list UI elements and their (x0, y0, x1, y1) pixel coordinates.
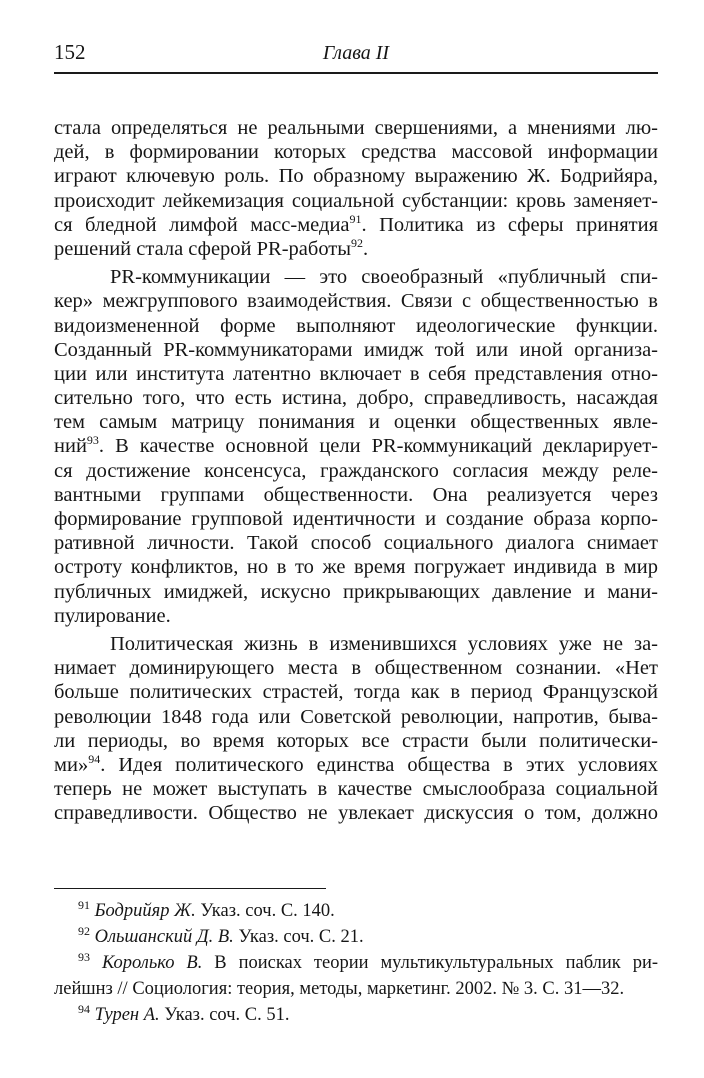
text-line: дей, в формировании которых средства массовой информации (54, 141, 658, 164)
footnote-text: Указ. соч. С. 21. (233, 927, 364, 947)
text-line: больше политических страстей, тогда как в период Французской (54, 681, 658, 704)
text-line: видоизмененной форме выполняют идеологические функции. (54, 314, 658, 337)
footnote-author: Бодрийяр Ж. (94, 901, 196, 921)
text-line (54, 213, 658, 237)
footnote-number: 92 (78, 923, 90, 938)
chapter-title: Глава II (322, 42, 390, 64)
footnote-ref: 92 (351, 236, 364, 251)
footnote-author: Королько В. (101, 953, 203, 973)
footnote-number: 94 (78, 1001, 90, 1016)
running-head (54, 40, 658, 74)
text-line: стала определяться не реальными свершениями, а мнениями лю- (54, 117, 658, 139)
footnote-author: Ольшанский Д. В. (94, 927, 234, 947)
footnote-ref: 93 (86, 433, 99, 448)
text-line: кер» межгруппового взаимодействия. Связи с общественностью в (54, 290, 658, 313)
header-rule (54, 72, 658, 74)
text-line: ративной личности. Такой способ социального диалога снимает (54, 532, 658, 555)
text-line: Созданный PR-коммуникаторами имидж той или иной организа- (54, 338, 658, 361)
text-span: ний (54, 435, 87, 458)
footnote-text: Указ. соч. С. 140. (195, 901, 335, 921)
footnote-author: Турен А. (94, 1005, 160, 1025)
body-text (54, 116, 658, 825)
page-number: 152 (54, 40, 86, 64)
text-line: происходит лейкемизация социальной субстанции: кровь заменяет- (54, 189, 658, 212)
footnote (54, 898, 658, 924)
text-line (54, 237, 658, 261)
text-line: вантными группами общественности. Она реализуется через (54, 483, 658, 506)
footnote (54, 950, 658, 976)
text-line: тем самым матрицу понимания и оценки общественных явле- (54, 411, 658, 434)
text-line: ся достижение консенсуса, гражданского согласия между реле- (54, 459, 658, 482)
text-line: революции 1848 года или Советской революции, напротив, быва- (54, 705, 658, 728)
text-line: нимает доминирующего места в общественном сознании. «Нет (54, 657, 658, 680)
footnote-number: 91 (78, 897, 90, 912)
text-line: остроту конфликтов, но в то же время погружает индивида в мир (54, 556, 658, 579)
footnote-separator (54, 888, 326, 889)
text-span: . В качестве основной цели PR-коммуникаций декларирует- (98, 435, 658, 458)
text-span: . Идея политического единства общества в этих условиях (100, 753, 658, 776)
footnote (54, 924, 658, 950)
footnote-number: 93 (78, 949, 90, 964)
footnote-text: В поисках теории мультикультуральных паблик ри- (202, 953, 659, 973)
text-line: теперь не может выступать в качестве смыслообраза социальной (54, 778, 658, 801)
text-line: ции или института латентно включает в себя представления отно- (54, 362, 658, 385)
paragraph (54, 265, 658, 628)
text-line: Политическая жизнь в изменившихся условиях уже не за- (110, 632, 658, 655)
text-span: ми» (54, 753, 89, 776)
text-line: формирование групповой идентичности и создание образа корпо- (54, 508, 658, 530)
text-line: сительно того, что есть истина, добро, справедливость, насаждая (54, 387, 658, 410)
text-span: решений стала сферой PR-работы (54, 237, 352, 260)
text-line: справедливости. Общество не увлекает дискуссия о том, должно (54, 802, 658, 825)
footnote (54, 1002, 658, 1028)
paragraph (54, 116, 658, 261)
text-line (54, 753, 658, 777)
text-line: публичных имиджей, искусно прикрывающих давление и мани- (54, 580, 658, 603)
footnote-ref: 94 (88, 752, 101, 767)
footnote-continuation: лейшнз // Социология: теория, методы, маркетинг. 2002. № 3. С. 31—32. (54, 979, 625, 999)
text-line: ли периоды, во время которых все страсти были политически- (54, 729, 658, 752)
footnotes (54, 898, 658, 1028)
text-span: . Политика из сферы принятия (361, 213, 659, 236)
text-line: пулирование. (54, 604, 171, 627)
text-span: ся бледной лимфой масс-медиа (54, 213, 350, 236)
footnote-ref: 91 (349, 211, 362, 226)
text-line (54, 434, 658, 458)
text-line: PR-коммуникации — это своеобразный «публичный спи- (110, 266, 658, 289)
footnote-text: Указ. соч. С. 51. (159, 1005, 290, 1025)
paragraph (54, 632, 658, 826)
text-span: . (363, 237, 369, 260)
text-line: играют ключевую роль. По образному выражению Ж. Бодрийяра, (54, 165, 658, 188)
